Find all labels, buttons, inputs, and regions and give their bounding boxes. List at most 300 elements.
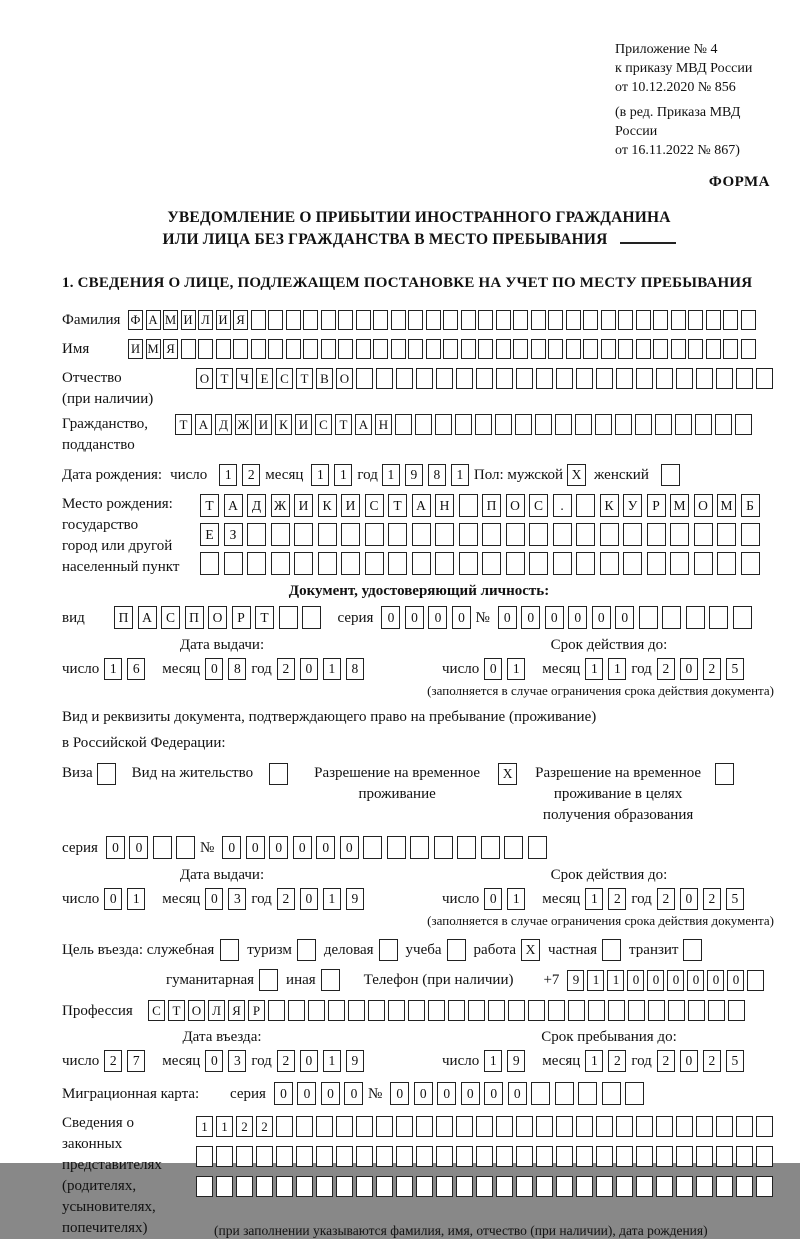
char-cell[interactable] [276,1146,293,1167]
char-cell[interactable]: 0 [428,606,447,629]
char-cell[interactable]: Е [256,368,273,389]
char-cell[interactable]: 5 [726,658,744,680]
char-cell[interactable] [296,1146,313,1167]
char-cell[interactable] [625,1082,644,1105]
char-cell[interactable]: 0 [274,1082,293,1105]
char-cell[interactable] [426,310,441,330]
char-cell[interactable] [506,552,525,575]
sex-female-checkbox[interactable] [661,464,680,486]
visa-checkbox[interactable] [97,763,116,785]
char-cell[interactable]: 1 [484,1050,502,1072]
char-cell[interactable]: 0 [452,606,471,629]
char-cell[interactable]: И [341,494,360,517]
char-cell[interactable] [647,523,666,546]
char-cell[interactable]: 0 [293,836,312,859]
char-cell[interactable] [601,310,616,330]
char-cell[interactable] [236,1176,253,1197]
char-cell[interactable]: З [224,523,243,546]
purpose-option-checkbox[interactable] [259,969,278,991]
char-cell[interactable]: 2 [657,888,675,910]
char-cell[interactable] [496,310,511,330]
char-cell[interactable] [723,339,738,359]
char-cell[interactable] [251,339,266,359]
char-cell[interactable] [653,339,668,359]
char-cell[interactable]: 2 [256,1116,273,1137]
char-cell[interactable]: И [216,310,231,330]
char-cell[interactable] [556,1146,573,1167]
char-cell[interactable] [516,1176,533,1197]
char-cell[interactable] [662,606,681,629]
char-cell[interactable] [741,339,756,359]
char-cell[interactable]: 0 [106,836,125,859]
char-cell[interactable] [482,523,501,546]
char-cell[interactable] [196,1176,213,1197]
char-cell[interactable]: О [188,1000,205,1021]
char-cell[interactable] [436,1116,453,1137]
char-cell[interactable] [408,310,423,330]
char-cell[interactable] [741,310,756,330]
char-cell[interactable] [436,368,453,389]
char-cell[interactable] [456,1116,473,1137]
char-cell[interactable] [566,310,581,330]
char-cell[interactable]: 1 [585,1050,603,1072]
char-cell[interactable] [568,1000,585,1021]
char-cell[interactable]: М [163,310,178,330]
char-cell[interactable] [513,339,528,359]
char-cell[interactable] [286,310,301,330]
char-cell[interactable]: 2 [657,658,675,680]
char-cell[interactable]: 1 [507,658,525,680]
char-cell[interactable] [316,1176,333,1197]
char-cell[interactable]: Т [255,606,274,629]
char-cell[interactable]: 7 [127,1050,145,1072]
char-cell[interactable] [395,414,412,435]
char-cell[interactable] [416,368,433,389]
char-cell[interactable] [717,523,736,546]
char-cell[interactable] [356,1146,373,1167]
char-cell[interactable] [576,523,595,546]
temp-residence-checkbox[interactable]: X [498,763,517,785]
char-cell[interactable]: . [553,494,572,517]
char-cell[interactable] [715,414,732,435]
char-cell[interactable]: 1 [104,658,122,680]
char-cell[interactable] [286,339,301,359]
char-cell[interactable] [376,368,393,389]
char-cell[interactable] [756,1146,773,1167]
char-cell[interactable] [716,1146,733,1167]
char-cell[interactable]: 0 [205,888,223,910]
char-cell[interactable]: Л [198,310,213,330]
char-cell[interactable]: Т [388,494,407,517]
char-cell[interactable]: С [148,1000,165,1021]
char-cell[interactable]: 1 [323,1050,341,1072]
char-cell[interactable]: В [316,368,333,389]
char-cell[interactable] [388,523,407,546]
char-cell[interactable]: Т [200,494,219,517]
char-cell[interactable] [271,552,290,575]
char-cell[interactable]: 2 [703,658,721,680]
char-cell[interactable] [709,606,728,629]
char-cell[interactable] [576,1176,593,1197]
char-cell[interactable] [268,1000,285,1021]
char-cell[interactable]: 5 [726,1050,744,1072]
char-cell[interactable]: 0 [484,658,502,680]
char-cell[interactable]: 2 [277,658,295,680]
char-cell[interactable] [153,836,172,859]
char-cell[interactable] [656,368,673,389]
char-cell[interactable] [536,1116,553,1137]
char-cell[interactable] [706,310,721,330]
char-cell[interactable] [528,1000,545,1021]
char-cell[interactable]: 0 [627,970,644,991]
char-cell[interactable] [318,523,337,546]
char-cell[interactable] [443,310,458,330]
char-cell[interactable]: 9 [405,464,423,486]
char-cell[interactable] [618,310,633,330]
char-cell[interactable]: И [294,494,313,517]
char-cell[interactable] [316,1116,333,1137]
char-cell[interactable]: 0 [680,658,698,680]
char-cell[interactable] [412,523,431,546]
char-cell[interactable]: С [529,494,548,517]
char-cell[interactable] [363,836,382,859]
char-cell[interactable]: О [208,606,227,629]
char-cell[interactable] [416,1146,433,1167]
char-cell[interactable] [276,1176,293,1197]
char-cell[interactable] [548,1000,565,1021]
char-cell[interactable]: Ч [236,368,253,389]
char-cell[interactable] [336,1116,353,1137]
char-cell[interactable] [408,339,423,359]
char-cell[interactable] [475,414,492,435]
char-cell[interactable] [516,1146,533,1167]
char-cell[interactable] [481,836,500,859]
char-cell[interactable]: А [224,494,243,517]
char-cell[interactable] [756,1176,773,1197]
char-cell[interactable] [302,606,321,629]
char-cell[interactable]: Ж [271,494,290,517]
char-cell[interactable] [696,1116,713,1137]
char-cell[interactable] [516,368,533,389]
char-cell[interactable]: 1 [585,888,603,910]
char-cell[interactable]: С [365,494,384,517]
char-cell[interactable] [461,310,476,330]
char-cell[interactable] [596,368,613,389]
char-cell[interactable]: 8 [228,658,246,680]
char-cell[interactable] [676,1116,693,1137]
char-cell[interactable] [555,414,572,435]
char-cell[interactable] [608,1000,625,1021]
char-cell[interactable] [741,523,760,546]
char-cell[interactable]: Я [233,310,248,330]
char-cell[interactable] [504,836,523,859]
char-cell[interactable] [247,523,266,546]
char-cell[interactable] [513,310,528,330]
char-cell[interactable] [506,523,525,546]
char-cell[interactable]: К [275,414,292,435]
char-cell[interactable] [468,1000,485,1021]
char-cell[interactable] [531,1082,550,1105]
char-cell[interactable]: 0 [498,606,517,629]
char-cell[interactable]: 2 [657,1050,675,1072]
char-cell[interactable] [457,836,476,859]
char-cell[interactable]: И [295,414,312,435]
char-cell[interactable] [600,552,619,575]
char-cell[interactable] [602,1082,621,1105]
char-cell[interactable]: 0 [508,1082,527,1105]
char-cell[interactable] [436,1146,453,1167]
char-cell[interactable]: 1 [323,658,341,680]
char-cell[interactable] [688,310,703,330]
char-cell[interactable] [365,552,384,575]
char-cell[interactable] [716,1116,733,1137]
char-cell[interactable] [556,1176,573,1197]
char-cell[interactable]: 0 [340,836,359,859]
char-cell[interactable] [595,414,612,435]
temp-residence-education-checkbox[interactable] [715,763,734,785]
char-cell[interactable]: М [670,494,689,517]
char-cell[interactable] [388,552,407,575]
purpose-option-checkbox[interactable] [602,939,621,961]
char-cell[interactable] [647,552,666,575]
char-cell[interactable]: 0 [316,836,335,859]
char-cell[interactable] [288,1000,305,1021]
char-cell[interactable] [736,368,753,389]
char-cell[interactable]: 0 [568,606,587,629]
char-cell[interactable] [216,1176,233,1197]
char-cell[interactable] [410,836,429,859]
char-cell[interactable] [412,552,431,575]
char-cell[interactable] [443,339,458,359]
char-cell[interactable]: 1 [587,970,604,991]
char-cell[interactable]: 0 [222,836,241,859]
char-cell[interactable]: 0 [687,970,704,991]
char-cell[interactable]: 0 [104,888,122,910]
char-cell[interactable]: 0 [680,888,698,910]
char-cell[interactable]: 1 [585,658,603,680]
char-cell[interactable]: 2 [277,888,295,910]
char-cell[interactable]: О [694,494,713,517]
char-cell[interactable] [553,552,572,575]
char-cell[interactable] [376,1176,393,1197]
char-cell[interactable] [676,1176,693,1197]
char-cell[interactable] [636,1146,653,1167]
char-cell[interactable]: Ж [235,414,252,435]
char-cell[interactable] [736,1176,753,1197]
char-cell[interactable] [736,1116,753,1137]
char-cell[interactable]: К [318,494,337,517]
char-cell[interactable] [596,1146,613,1167]
char-cell[interactable] [583,310,598,330]
char-cell[interactable]: 0 [727,970,744,991]
char-cell[interactable] [459,523,478,546]
char-cell[interactable] [426,339,441,359]
char-cell[interactable] [601,339,616,359]
char-cell[interactable] [656,1116,673,1137]
char-cell[interactable]: 1 [451,464,469,486]
char-cell[interactable] [576,494,595,517]
char-cell[interactable] [476,1146,493,1167]
char-cell[interactable] [670,523,689,546]
char-cell[interactable]: 0 [321,1082,340,1105]
char-cell[interactable] [656,1146,673,1167]
char-cell[interactable] [536,1146,553,1167]
char-cell[interactable] [675,414,692,435]
char-cell[interactable]: 0 [205,658,223,680]
char-cell[interactable] [696,1176,713,1197]
char-cell[interactable] [435,523,454,546]
char-cell[interactable] [456,1176,473,1197]
char-cell[interactable]: Т [296,368,313,389]
char-cell[interactable]: 2 [608,888,626,910]
char-cell[interactable]: 2 [104,1050,122,1072]
char-cell[interactable] [396,368,413,389]
char-cell[interactable] [396,1116,413,1137]
char-cell[interactable] [251,310,266,330]
char-cell[interactable] [694,552,713,575]
char-cell[interactable] [656,1176,673,1197]
char-cell[interactable]: 1 [311,464,329,486]
char-cell[interactable] [428,1000,445,1021]
char-cell[interactable] [181,339,196,359]
char-cell[interactable] [408,1000,425,1021]
char-cell[interactable]: Я [163,339,178,359]
char-cell[interactable] [576,1116,593,1137]
char-cell[interactable]: 0 [592,606,611,629]
purpose-option-checkbox[interactable] [321,969,340,991]
char-cell[interactable] [294,523,313,546]
char-cell[interactable] [376,1116,393,1137]
char-cell[interactable] [488,1000,505,1021]
char-cell[interactable] [676,368,693,389]
char-cell[interactable] [434,836,453,859]
char-cell[interactable] [476,1116,493,1137]
char-cell[interactable] [576,1146,593,1167]
char-cell[interactable]: 0 [707,970,724,991]
char-cell[interactable]: 9 [507,1050,525,1072]
char-cell[interactable]: 1 [127,888,145,910]
char-cell[interactable] [616,368,633,389]
char-cell[interactable] [623,552,642,575]
char-cell[interactable] [233,339,248,359]
char-cell[interactable] [348,1000,365,1021]
char-cell[interactable] [435,414,452,435]
char-cell[interactable] [648,1000,665,1021]
char-cell[interactable] [318,552,337,575]
char-cell[interactable] [508,1000,525,1021]
char-cell[interactable]: Т [216,368,233,389]
char-cell[interactable] [196,1146,213,1167]
char-cell[interactable]: 0 [484,888,502,910]
char-cell[interactable]: 0 [269,836,288,859]
char-cell[interactable]: 0 [647,970,664,991]
char-cell[interactable] [200,552,219,575]
char-cell[interactable] [356,339,371,359]
char-cell[interactable]: А [195,414,212,435]
char-cell[interactable] [271,523,290,546]
char-cell[interactable] [575,414,592,435]
char-cell[interactable]: 0 [405,606,424,629]
char-cell[interactable] [356,310,371,330]
char-cell[interactable] [321,339,336,359]
char-cell[interactable]: 2 [608,1050,626,1072]
char-cell[interactable] [566,339,581,359]
char-cell[interactable]: А [146,310,161,330]
char-cell[interactable]: 0 [521,606,540,629]
char-cell[interactable]: 2 [277,1050,295,1072]
char-cell[interactable] [655,414,672,435]
char-cell[interactable] [216,1146,233,1167]
char-cell[interactable] [456,1146,473,1167]
char-cell[interactable] [616,1176,633,1197]
char-cell[interactable]: Я [228,1000,245,1021]
char-cell[interactable] [416,1116,433,1137]
char-cell[interactable] [583,339,598,359]
char-cell[interactable]: 0 [390,1082,409,1105]
char-cell[interactable]: А [355,414,372,435]
char-cell[interactable] [376,1146,393,1167]
char-cell[interactable] [373,310,388,330]
char-cell[interactable]: М [146,339,161,359]
char-cell[interactable] [628,1000,645,1021]
char-cell[interactable]: 6 [127,658,145,680]
char-cell[interactable] [341,552,360,575]
char-cell[interactable] [256,1146,273,1167]
char-cell[interactable] [308,1000,325,1021]
char-cell[interactable]: 0 [129,836,148,859]
char-cell[interactable]: Н [435,494,454,517]
char-cell[interactable] [548,339,563,359]
char-cell[interactable] [387,836,406,859]
char-cell[interactable]: И [128,339,143,359]
char-cell[interactable]: 0 [437,1082,456,1105]
char-cell[interactable] [536,1176,553,1197]
char-cell[interactable] [388,1000,405,1021]
char-cell[interactable] [668,1000,685,1021]
char-cell[interactable] [279,606,298,629]
char-cell[interactable] [268,339,283,359]
char-cell[interactable] [321,310,336,330]
char-cell[interactable]: 5 [726,888,744,910]
char-cell[interactable] [276,1116,293,1137]
char-cell[interactable] [356,1116,373,1137]
char-cell[interactable]: 0 [205,1050,223,1072]
char-cell[interactable] [596,1176,613,1197]
char-cell[interactable]: 2 [703,888,721,910]
char-cell[interactable] [688,339,703,359]
char-cell[interactable] [496,1176,513,1197]
char-cell[interactable]: 0 [246,836,265,859]
char-cell[interactable]: 0 [545,606,564,629]
char-cell[interactable]: О [336,368,353,389]
char-cell[interactable]: 9 [346,888,364,910]
char-cell[interactable] [256,1176,273,1197]
char-cell[interactable]: П [114,606,133,629]
char-cell[interactable] [476,1176,493,1197]
char-cell[interactable]: Ф [128,310,143,330]
purpose-option-checkbox[interactable] [379,939,398,961]
residence-permit-checkbox[interactable] [269,763,288,785]
char-cell[interactable]: 0 [300,888,318,910]
char-cell[interactable] [536,368,553,389]
char-cell[interactable] [373,339,388,359]
char-cell[interactable] [615,414,632,435]
char-cell[interactable] [676,1146,693,1167]
char-cell[interactable] [478,339,493,359]
char-cell[interactable]: Д [215,414,232,435]
char-cell[interactable] [535,414,552,435]
char-cell[interactable] [216,339,231,359]
